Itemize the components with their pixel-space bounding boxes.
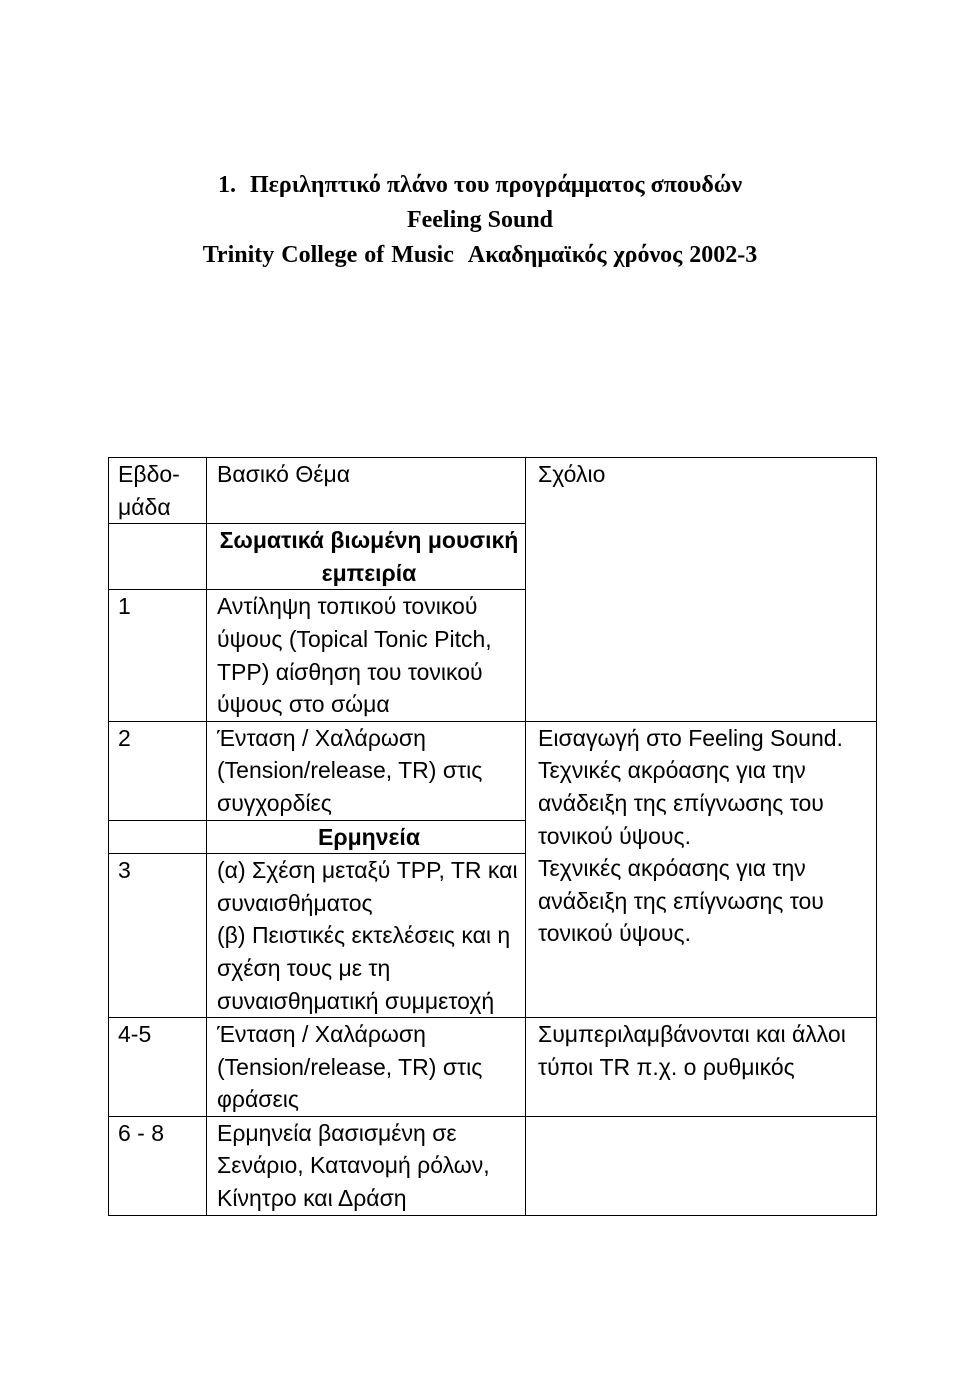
- heading-title: Περιληπτικό πλάνο του προγράμματος σπουδών: [249, 172, 743, 198]
- table-header-row: [109, 458, 877, 524]
- header-week-line1: Εβδο-: [118, 461, 180, 487]
- heading-line-institution: [0, 238, 960, 273]
- comment-week-1: Εισαγωγή στο Feeling Sound. Τεχνικές ακρόασης για την ανάδειξη της επίγνωσης του τονικού ύψους.: [538, 724, 843, 849]
- topic-cell: Ένταση / Χαλάρωση (Tension/release, TR) στις συγχορδίες: [207, 721, 526, 820]
- week-cell: 3: [109, 854, 207, 1018]
- week-cell: 4-5: [109, 1018, 207, 1117]
- heading-institution: Trinity College of Music: [202, 242, 454, 268]
- week-cell: 1: [109, 590, 207, 721]
- comment-week-2: Τεχνικές ακρόασης για την ανάδειξη της επίγνωσης του τονικού ύψους.: [538, 855, 824, 947]
- topic-cell: [207, 854, 526, 1018]
- heading-year: Ακαδημαϊκός χρόνος 2002-3: [467, 242, 758, 268]
- topic-cell: Ερμηνεία βασισμένη σε Σενάριο, Κατανομή ρόλων, Κίνητρο και Δράση: [207, 1116, 526, 1215]
- topic-cell: Αντίληψη τοπικού τονικού ύψους (Topical Tonic Pitch, TPP) αίσθηση του τονικού ύψους στο σώμα: [207, 590, 526, 721]
- document-heading: [0, 168, 960, 273]
- header-comment: Σχόλιο: [526, 458, 877, 722]
- table-row: [109, 721, 877, 820]
- section-week-empty: [109, 524, 207, 590]
- syllabus-table: [108, 457, 877, 1216]
- section-title-interpretation: Ερμηνεία: [207, 820, 526, 854]
- heading-number: 1.: [217, 172, 236, 198]
- comment-cell: [526, 721, 877, 1017]
- topic-cell: Ένταση / Χαλάρωση (Tension/release, TR) στις φράσεις: [207, 1018, 526, 1117]
- table-row: [109, 1116, 877, 1215]
- heading-program: Feeling Sound: [406, 207, 554, 233]
- week-cell: 2: [109, 721, 207, 820]
- comment-cell: Συμπεριλαμβάνονται και άλλοι τύποι TR π.χ. ο ρυθμικός: [526, 1018, 877, 1117]
- topic-part-a: (α) Σχέση μεταξύ TPP, TR και συναισθήματος: [217, 857, 518, 916]
- heading-line-title: [0, 168, 960, 203]
- header-topic: Βασικό Θέμα: [207, 458, 526, 524]
- comment-cell: [526, 1116, 877, 1215]
- header-week: [109, 458, 207, 524]
- week-cell: 6 - 8: [109, 1116, 207, 1215]
- section-week-empty: [109, 820, 207, 854]
- section-title-embodied: Σωματικά βιωμένη μουσική εμπειρία: [207, 524, 526, 590]
- header-week-line2: μάδα: [118, 493, 171, 520]
- topic-part-b: (β) Πειστικές εκτελέσεις και η σχέση τους με τη συναισθηματική συμμετοχή: [217, 922, 511, 1014]
- table-row: [109, 1018, 877, 1117]
